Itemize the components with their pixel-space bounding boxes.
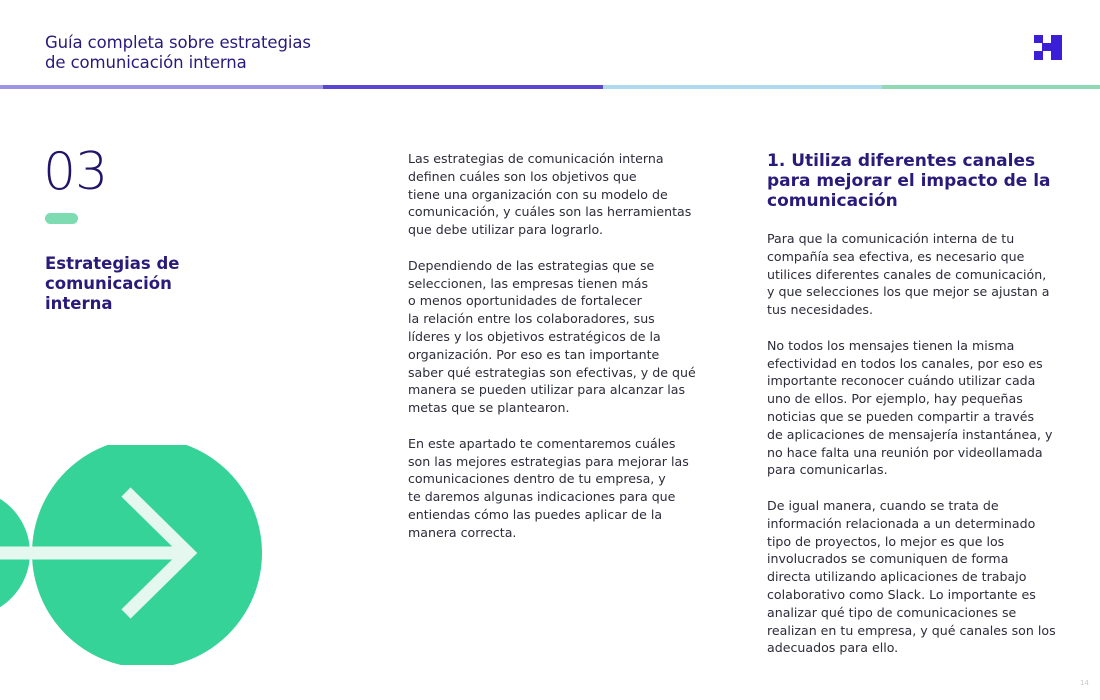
strategy-paragraph: De igual manera, cuando se trata de información relacionada a un determinado tipo de proyectos, lo mejor es que los involucrados se comuniquen de forma directa utilizando aplicaciones de trabajo colaborativo como Slack. Lo importante es analizar qué tipo de comunicaciones se realizan en tu empresa, y qué canales son los adecuados para ello. [767, 497, 1056, 656]
divider-segment [0, 85, 323, 89]
intro-paragraph: Dependiendo de las estrategias que se seleccionen, las empresas tienen más o menos oportunidades de fortalecer la relación entre los colaboradores, sus líderes y los objetivos estratégicos de la organización. Por eso es tan importante saber qué estrategias son efectivas, y de qué manera se pueden utilizar para alcanzar las metas que se plantearon. [408, 257, 696, 416]
divider-segment [882, 85, 1100, 89]
intro-paragraph: En este apartado te comentaremos cuáles son las mejores estrategias para mejorar las comunicaciones dentro de tu empresa, y te daremos algunas indicaciones para que entiendas cómo las puedes aplicar de la manera correcta. [408, 435, 689, 540]
section-number: 03 [43, 142, 108, 202]
intro-column [408, 150, 718, 559]
accent-pill [45, 213, 78, 224]
pixel-h-logo-icon [1034, 35, 1062, 60]
divider-segment [323, 85, 603, 89]
divider-segment [603, 85, 882, 89]
intro-paragraph: Las estrategias de comunicación interna definen cuáles son los objetivos que tiene una organización con su modelo de comunicación, y cuáles son las herramientas que debe utilizar para lograrlo. [408, 151, 692, 238]
section-title: Estrategias de comunicación interna [45, 254, 180, 313]
document-title-line-1: Guía completa sobre estrategias [45, 33, 311, 52]
document-title [45, 33, 311, 73]
strategy-paragraph: No todos los mensajes tienen la misma efectividad en todos los canales, por eso es importante reconocer cuándo utilizar cada uno de ellos. Por ejemplo, hay pequeñas noticias que se pueden compartir a través de aplicaciones de mensajería instantánea, y no hace falta una reunión por videollamada para comunicarlas. [767, 337, 1053, 478]
strategy-paragraph: Para que la comunicación interna de tu compañía sea efectiva, es necesario que utilices diferentes canales de comunicación, y que selecciones los que mejor se ajustan a tus necesidades. [767, 231, 1050, 318]
header-divider [0, 85, 1100, 89]
document-title-line-2: de comunicación interna [45, 53, 247, 72]
strategy-column [767, 230, 1077, 675]
strategy-heading: 1. Utiliza diferentes canales para mejorar el impacto de la comunicación [767, 151, 1051, 211]
page-number: 14 [1080, 679, 1089, 687]
arrow-right-circles-icon [0, 445, 270, 665]
